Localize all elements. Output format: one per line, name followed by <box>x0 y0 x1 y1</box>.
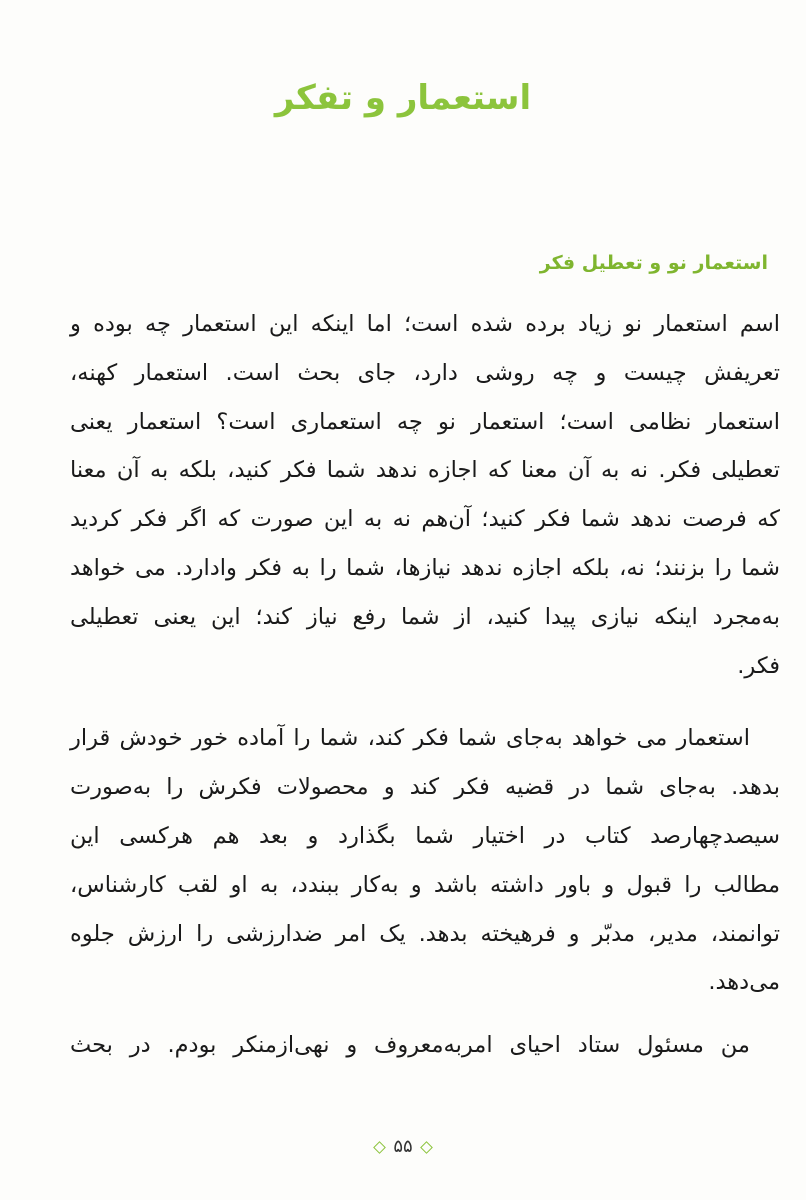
text-line: تعطیلی فکر. نه به آن معنا که اجازه ندهد شما فکر کنید، بلکه به آن معنا <box>70 457 780 484</box>
text-line: بدهد. به‌جای شما در قضیه فکر کند و محصولات فکرش را به‌صورت <box>70 774 780 801</box>
text-line: توانمند، مدیر، مدبّر و فرهیخته بدهد. یک امر ضدارزشی را ارزش جلوه <box>70 920 780 947</box>
page-number-value: ۵۵ <box>393 1136 413 1157</box>
text-line: استعمار می خواهد به‌جای شما فکر کند، شما را آماده خور خودش قرار <box>70 725 750 752</box>
section-subheading: استعمار نو و تعطیل فکر <box>539 252 768 274</box>
text-line: می‌دهد. <box>708 969 780 996</box>
page-number <box>0 1136 806 1157</box>
text-line: که فرصت ندهد شما فکر کنید؛ آن‌هم نه به این صورت که اگر فکر کردید <box>70 506 780 533</box>
text-line: فکر. <box>737 652 780 679</box>
diamond-ornament-icon <box>373 1141 386 1154</box>
paragraph <box>70 1021 780 1070</box>
text-line: استعمار نظامی است؛ استعمار نو چه استعماری است؟ استعمار یعنی <box>70 408 780 435</box>
text-line: مطالب را قبول و باور داشته باشد و به‌کار ببندد، به او لقب کارشناس، <box>70 871 780 898</box>
text-line: سیصدچهارصد کتاب در اختیار شما بگذارد و بعد هم هرکسی این <box>70 822 780 849</box>
paragraph <box>70 300 780 690</box>
paragraph <box>70 714 780 1007</box>
page-title: استعمار و تفکر <box>274 78 532 118</box>
text-line: من مسئول ستاد احیای امربه‌معروف و نهی‌ازمنکر بودم. در بحث <box>70 1032 750 1059</box>
text-line: شما را بزنند؛ نه، بلکه اجازه ندهد نیازها، شما را به فکر وادارد. می خواهد <box>70 554 780 581</box>
body-text <box>70 300 780 1070</box>
text-line: اسم استعمار نو زیاد برده شده است؛ اما اینکه این استعمار چه بوده و <box>70 311 780 337</box>
text-line: به‌مجرد اینکه نیازی پیدا کنید، از شما رفع نیاز کند؛ این یعنی تعطیلی <box>70 603 780 630</box>
diamond-ornament-icon <box>420 1141 433 1154</box>
text-line: تعریفش چیست و چه روشی دارد، جای بحث است. استعمار کهنه، <box>70 359 780 386</box>
